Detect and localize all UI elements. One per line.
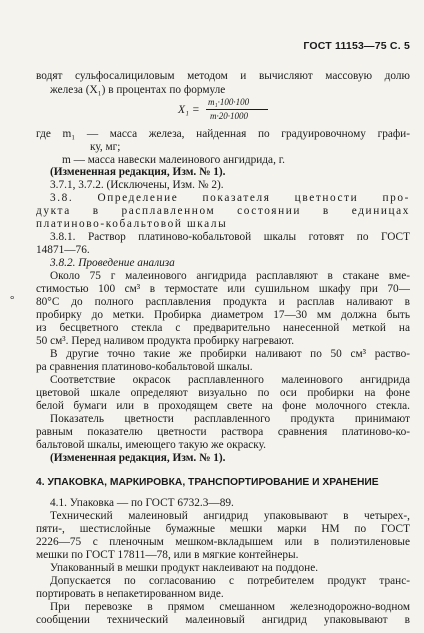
text-line: 80°С до полного расплавления продукта и расплав наливают в xyxy=(36,296,410,308)
text-line: m — масса навески малеинового ангидрида, г. xyxy=(62,154,285,166)
text-line: 50 см³. Перед наливом продукта пробирку нагревают. xyxy=(36,335,295,347)
formula-lhs: X₁ = xyxy=(178,104,200,116)
formula-denominator: m·20·1000 xyxy=(210,111,248,121)
text-line: портировать в непакетированном виде. xyxy=(36,588,224,600)
section-heading: 4. УПАКОВКА, МАРКИРОВКА, ТРАНСПОРТИРОВАНИЕ И ХРАНЕНИЕ xyxy=(36,477,379,488)
text-line: ра сравнения платиново-кобальтовой шкалы. xyxy=(36,361,253,373)
text-line: 2226—75 с пленочным мешком-вкладышем или в полиэтиленовые xyxy=(36,536,410,548)
text-line: железа (X₁) в процентах по формуле xyxy=(50,84,226,96)
text-line: Допускается по согласованию с потребителем продукт транс- xyxy=(50,575,410,587)
text-line: 3.7.1, 3.7.2. (Исключены, Изм. № 2). xyxy=(50,179,224,191)
text-line: Соответствие окрасок расплавленного малеинового ангидрида xyxy=(50,374,410,386)
text-line: где m₁ — масса железа, найденная по градуировочному графи- xyxy=(36,128,410,140)
margin-mark: ° xyxy=(10,294,15,306)
text-line: 4.1. Упаковка — по ГОСТ 6732.3—89. xyxy=(50,497,234,509)
subsection-title: 3.8. Определение показателя цветности про- xyxy=(50,192,410,204)
fraction-bar xyxy=(206,109,268,110)
text-line: Показатель цветности расплавленного продукта принимают xyxy=(50,413,410,425)
subsection-title: платиново-кобальтовой шкалы xyxy=(36,218,228,230)
formula xyxy=(178,97,298,125)
page-header: ГОСТ 11153—75 С. 5 xyxy=(303,40,410,52)
text-line: из бесцветного стекла с предварительно нанесенной меткой на xyxy=(36,322,410,334)
formula-numerator: m₁·100·100 xyxy=(208,97,250,107)
text-line: мешки по ГОСТ 17811—78, или в мягкие контейнеры. xyxy=(36,549,299,561)
text-line: стимостью 100 см³ в термостате или сушильном шкафу при 70— xyxy=(36,283,410,295)
text-line: В другие точно такие же пробирки наливают по 50 см³ раство- xyxy=(50,348,410,360)
text-line: цветовой шкале определяют визуально по оси пробирки на фоне xyxy=(36,387,410,399)
text-line: 3.8.1. Раствор платиново-кобальтовой шкалы готовят по ГОСТ xyxy=(50,231,410,243)
text-line: пробирку до метки. Пробирка диаметром 17—30 мм должна быть xyxy=(36,309,410,321)
text-line: равным показателю цветности раствора сравнения платиново-ко- xyxy=(36,426,410,438)
text-line: сообщении технический малеиновый ангидрид упаковывают в xyxy=(36,614,410,626)
amendment-note: (Измененная редакция, Изм. № 1). xyxy=(50,166,226,178)
subsection-title: дукта в расплавленном состоянии в единицах xyxy=(36,205,410,217)
procedure-title: 3.8.2. Проведение анализа xyxy=(50,257,175,269)
text-line: бальтовой шкалы, имеющего такую же окраску. xyxy=(36,439,266,451)
text-line: Упакованный в мешки продукт наклеивают на поддоне. xyxy=(50,562,319,574)
text-line: Технический малеиновый ангидрид упаковывают в четырех-, xyxy=(50,510,410,522)
text-line: белой бумаги или в проходящем свете на фоне молочного стекла. xyxy=(36,400,410,412)
text-line: пяти-, шестислойные бумажные мешки марки НМ по ГОСТ xyxy=(36,523,410,535)
text-line: Около 75 г малеинового ангидрида расплавляют в стакане вме- xyxy=(50,270,410,282)
text-line: ку, мг; xyxy=(90,141,121,153)
amendment-note: (Измененная редакция, Изм. № 1). xyxy=(50,452,226,464)
text-line: При перевозке в прямом смешанном железнодорожно-водном xyxy=(50,601,410,613)
text-line: водят сульфосалициловым методом и вычисляют массовую долю xyxy=(36,70,410,82)
text-line: 14871—76. xyxy=(36,244,90,256)
